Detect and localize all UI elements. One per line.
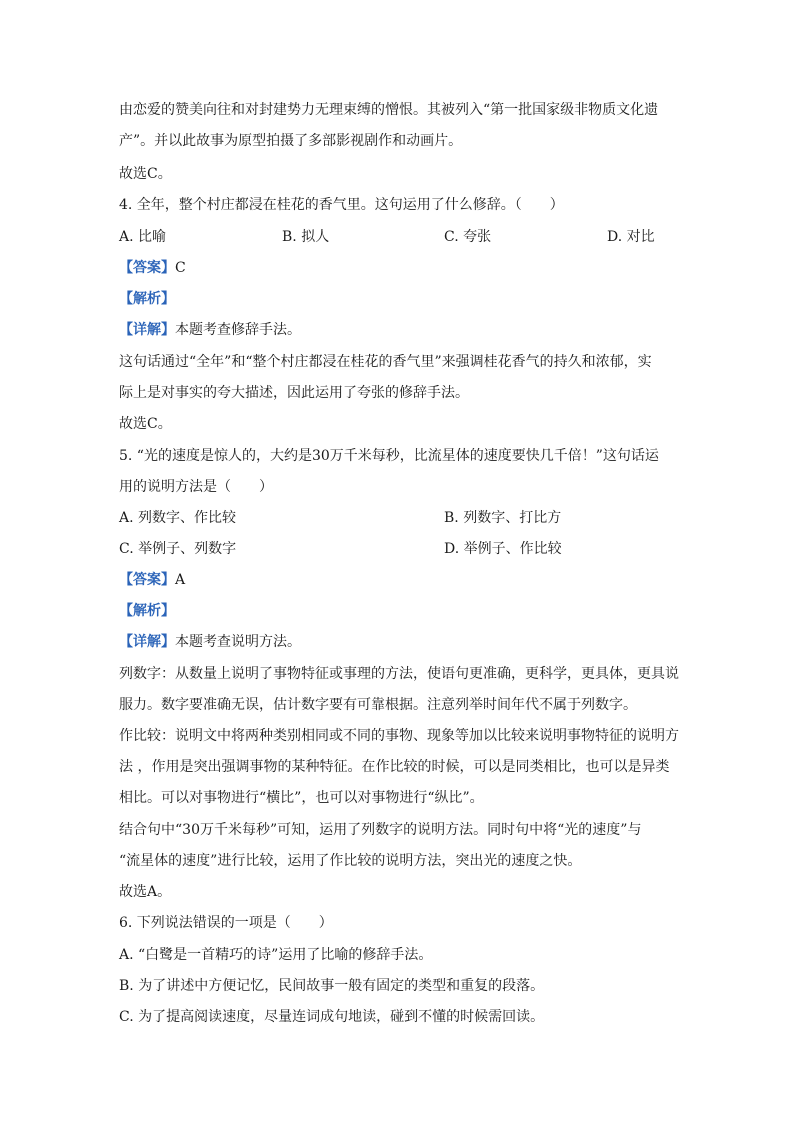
q5-question-1: 5. “光的速度是惊人的，大约是30万千米每秒，比流星体的速度要快几千倍！”这句话运 — [119, 448, 659, 464]
q5-explain-1: 列数字：从数量上说明了事物特征或事理的方法，使语句更准确，更科学，更具体，更具说 — [119, 666, 679, 682]
q5-explain-6: 结合句中“30万千米每秒”可知，运用了列数字的说明方法。同时句中将“光的速度”与 — [119, 822, 642, 838]
q5-detail — [119, 632, 679, 652]
q4-answer — [119, 258, 679, 278]
q4-option-a: A. 比喻 — [119, 229, 167, 245]
answer-value: C — [175, 260, 186, 276]
q6-option-b: B. 为了讲述中方便记忆，民间故事一般有固定的类型和重复的段落。 — [119, 978, 545, 994]
q5-option-a: A. 列数字、作比较 — [119, 510, 237, 526]
q5-option-d: D. 举例子、作比较 — [444, 541, 562, 557]
q4-option-b: B. 拟人 — [282, 229, 330, 245]
analysis-label: 【解析】 — [119, 291, 175, 307]
q5-explain-5: 相比。可以对事物进行“横比”，也可以对事物进行“纵比”。 — [119, 790, 484, 806]
q5-conclusion: 故选A。 — [119, 884, 172, 900]
answer-value: A — [175, 572, 186, 588]
q5-explain-7: “流星体的速度”进行比较，运用了作比较的说明方法，突出光的速度之快。 — [119, 853, 582, 869]
q4-option-d: D. 对比 — [607, 229, 655, 245]
q5-explain-4: 法 ，作用是突出强调事物的某种特征。在作比较的时候，可以是同类相比，也可以是异类 — [119, 759, 670, 775]
answer-label: 【答案】 — [119, 260, 175, 276]
q4-explain-1: 这句话通过“全年”和“整个村庄都浸在桂花的香气里”来强调桂花香气的持久和浓郁，实 — [119, 354, 652, 370]
detail-text: 本题考查修辞手法。 — [175, 322, 301, 338]
q4-conclusion: 故选C。 — [119, 416, 172, 432]
detail-label: 【详解】 — [119, 634, 175, 650]
q5-explain-2: 服力。数字要准确无误，估计数字要有可靠根据。注意列举时间年代不属于列数字。 — [119, 697, 637, 713]
continuation-line-1: 由恋爱的赞美向往和对封建势力无理束缚的憎恨。其被列入“第一批国家级非物质文化遗 — [119, 102, 659, 118]
q6-question: 6. 下列说法错误的一项是（ ） — [119, 915, 333, 931]
detail-text: 本题考查说明方法。 — [175, 634, 301, 650]
detail-label: 【详解】 — [119, 322, 175, 338]
q5-question-2: 用的说明方法是（ ） — [119, 479, 273, 495]
q5-explain-3: 作比较：说明文中将两种类别相同或不同的事物、现象等加以比较来说明事物特征的说明方 — [119, 728, 679, 744]
analysis-label: 【解析】 — [119, 603, 175, 619]
q6-option-a: A. “白鹭是一首精巧的诗”运用了比喻的修辞手法。 — [119, 947, 433, 963]
q4-detail — [119, 320, 679, 340]
q4-question: 4. 全年，整个村庄都浸在桂花的香气里。这句运用了什么修辞。（ ） — [119, 197, 564, 213]
q5-option-c: C. 举例子、列数字 — [119, 541, 237, 557]
q6-option-c: C. 为了提高阅读速度，尽量连词成句地读，碰到不懂的时候需回读。 — [119, 1009, 545, 1025]
q4-explain-2: 际上是对事实的夸大描述，因此运用了夸张的修辞手法。 — [119, 385, 469, 401]
answer-label: 【答案】 — [119, 572, 175, 588]
continuation-line-2: 产”。并以此故事为原型拍摄了多部影视剧作和动画片。 — [119, 133, 463, 149]
continuation-answer: 故选C。 — [119, 166, 172, 182]
q4-analysis — [119, 289, 679, 309]
q5-answer — [119, 570, 679, 590]
q4-option-c: C. 夸张 — [444, 229, 492, 245]
q5-analysis — [119, 601, 679, 621]
q5-option-b: B. 列数字、打比方 — [444, 510, 562, 526]
